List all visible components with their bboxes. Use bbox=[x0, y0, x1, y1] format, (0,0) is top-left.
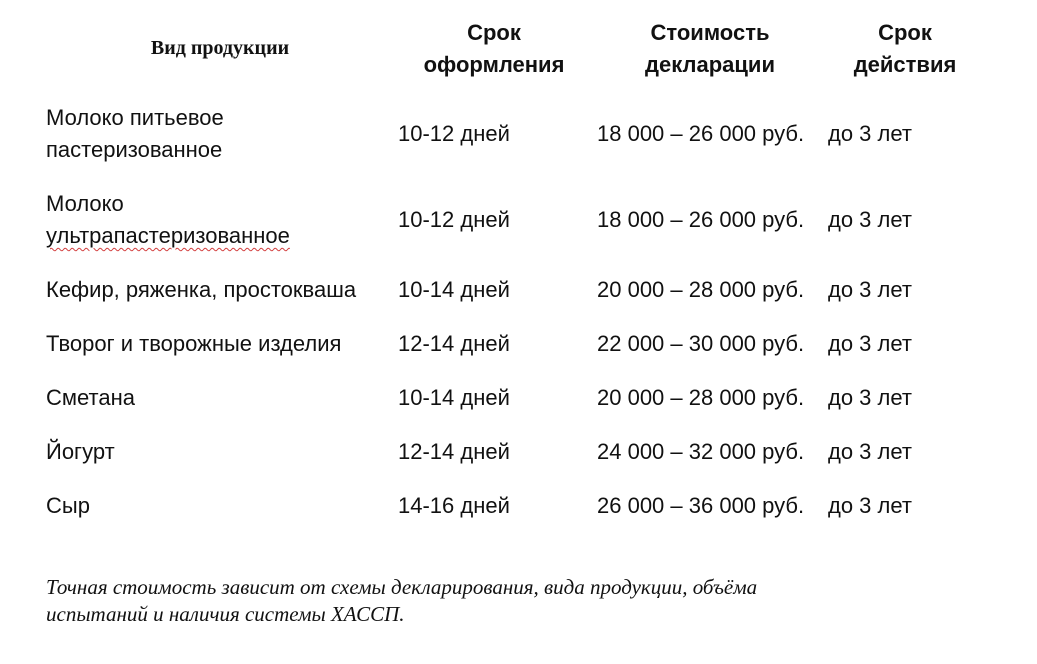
header-term-line2: оформления bbox=[423, 52, 565, 77]
header-cost bbox=[610, 17, 810, 81]
validity-cell: до 3 лет bbox=[828, 439, 912, 464]
cost-cell: 20 000 – 28 000 руб. bbox=[597, 277, 805, 302]
product-line: Молоко питьевое bbox=[46, 105, 224, 130]
cost-cell: 18 000 – 26 000 руб. bbox=[597, 207, 805, 232]
term-cell: 12-14 дней bbox=[398, 331, 510, 356]
cost-cell: 24 000 – 32 000 руб. bbox=[597, 439, 805, 464]
validity-cell: до 3 лет bbox=[828, 207, 912, 232]
header-product: Вид продукции bbox=[150, 37, 290, 59]
term-cell: 10-14 дней bbox=[398, 277, 510, 302]
product-cell bbox=[46, 188, 290, 252]
cost-cell: 26 000 – 36 000 руб. bbox=[597, 493, 805, 518]
validity-cell: до 3 лет bbox=[828, 385, 912, 410]
term-cell: 10-12 дней bbox=[398, 207, 510, 232]
product-cell: Сметана bbox=[46, 385, 135, 410]
cost-cell: 18 000 – 26 000 руб. bbox=[597, 121, 805, 146]
product-line: Молоко bbox=[46, 191, 124, 216]
product-cell: Сыр bbox=[46, 493, 90, 518]
validity-cell: до 3 лет bbox=[828, 493, 912, 518]
cost-cell: 20 000 – 28 000 руб. bbox=[597, 385, 805, 410]
pricing-note-line: испытаний и наличия системы ХАССП. bbox=[46, 602, 405, 626]
term-cell: 10-12 дней bbox=[398, 121, 510, 146]
header-term-line1: Срок bbox=[467, 20, 521, 45]
header-validity-line2: действия bbox=[853, 52, 957, 77]
term-cell: 14-16 дней bbox=[398, 493, 510, 518]
header-cost-line1: Стоимость bbox=[650, 20, 770, 45]
pricing-note-line: Точная стоимость зависит от схемы декларирования, вида продукции, объёма bbox=[46, 575, 758, 599]
cost-cell: 22 000 – 30 000 руб. bbox=[597, 331, 805, 356]
product-cell: Кефир, ряженка, простокваша bbox=[46, 277, 357, 302]
product-cell: Творог и творожные изделия bbox=[46, 331, 342, 356]
product-line bbox=[46, 220, 290, 252]
product-line: пастеризованное bbox=[46, 137, 223, 162]
pricing-note bbox=[46, 574, 946, 628]
product-cell: Йогурт bbox=[46, 439, 115, 464]
validity-cell: до 3 лет bbox=[828, 121, 912, 146]
header-term bbox=[394, 17, 594, 81]
product-cell bbox=[46, 102, 224, 166]
term-cell: 10-14 дней bbox=[398, 385, 510, 410]
validity-cell: до 3 лет bbox=[828, 331, 912, 356]
header-validity bbox=[825, 17, 985, 81]
validity-cell: до 3 лет bbox=[828, 277, 912, 302]
header-cost-line2: декларации bbox=[645, 52, 775, 77]
header-validity-line1: Срок bbox=[878, 20, 932, 45]
term-cell: 12-14 дней bbox=[398, 439, 510, 464]
spellcheck-word[interactable]: ультрапастеризованное bbox=[46, 223, 290, 248]
